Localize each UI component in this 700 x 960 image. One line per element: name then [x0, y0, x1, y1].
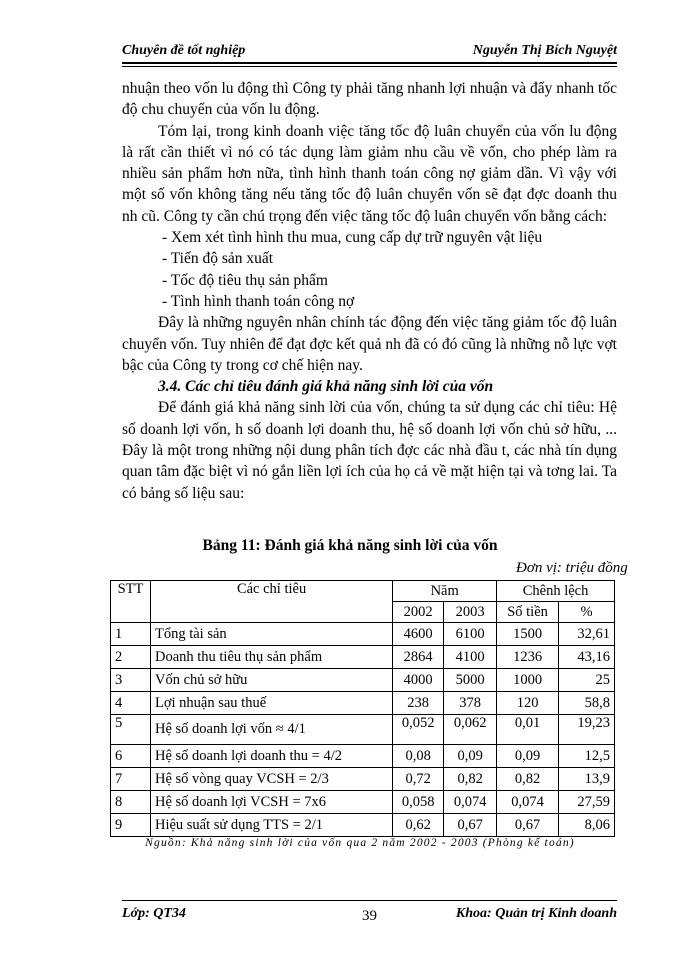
cell-y2003: 0,074 — [444, 791, 497, 814]
cell-y2002: 2864 — [393, 646, 444, 669]
cell-name: Hệ số doanh lợi VCSH = 7x6 — [150, 791, 392, 814]
table-title: Bảng 11: Đánh giá khả năng sinh lời của vốn — [202, 537, 498, 554]
table-row — [111, 669, 615, 692]
header-2002: 2002 — [393, 602, 444, 623]
table-row — [111, 646, 615, 669]
header-indicator: Các chỉ tiêu — [150, 581, 392, 623]
header-author: Nguyễn Thị Bích Nguyệt — [472, 43, 617, 58]
header-diff: Chênh lệch — [497, 581, 615, 602]
cell-name: Hiệu suất sử dụng TTS = 2/1 — [150, 814, 392, 837]
page-footer — [122, 900, 617, 924]
bullet-item: - Tiến độ sản xuất — [162, 250, 274, 268]
header-percent: % — [559, 602, 615, 623]
section-heading: 3.4. Các chỉ tiêu đánh giá khả năng sinh lời của vốn — [158, 378, 494, 396]
cell-amount: 120 — [497, 692, 559, 715]
cell-y2002: 238 — [393, 692, 444, 715]
cell-name: Lợi nhuận sau thuế — [150, 692, 392, 715]
page-header — [122, 40, 617, 64]
header-rule — [122, 62, 617, 64]
cell-y2002: 4600 — [393, 623, 444, 646]
cell-name: Doanh thu tiêu thụ sản phẩm — [150, 646, 392, 669]
table-row — [111, 623, 615, 646]
header-stt: STT — [111, 581, 151, 623]
cell-y2003: 0,09 — [444, 745, 497, 768]
paragraph-1: nhuận theo vốn lu động thì Công ty phải tăng nhanh lợi nhuận và đẩy nhanh tốc độ chu chuyển của vốn lu động. — [122, 80, 617, 119]
header-title: Chuyên đề tốt nghiệp — [122, 43, 246, 58]
cell-percent: 32,61 — [559, 623, 615, 646]
cell-y2003: 378 — [444, 692, 497, 715]
cell-y2002: 0,72 — [393, 768, 444, 791]
footer-rule — [122, 900, 617, 901]
cell-y2003: 0,062 — [444, 715, 497, 745]
cell-stt: 8 — [111, 791, 151, 814]
cell-name: Hệ số vòng quay VCSH = 2/3 — [150, 768, 392, 791]
cell-y2002: 0,08 — [393, 745, 444, 768]
table-row — [111, 692, 615, 715]
footer-faculty: Khoa: Quản trị Kinh doanh — [455, 906, 617, 921]
cell-amount: 1236 — [497, 646, 559, 669]
cell-percent: 8,06 — [559, 814, 615, 837]
cell-y2002: 4000 — [393, 669, 444, 692]
bullet-item: - Tình hình thanh toán công nợ — [162, 292, 355, 310]
header-amount: Số tiền — [497, 602, 559, 623]
cell-amount: 1000 — [497, 669, 559, 692]
cell-name: Vốn chủ sở hữu — [150, 669, 392, 692]
bullet-item: - Xem xét tình hình thu mua, cung cấp dự trữ nguyên vật liệu — [162, 229, 543, 247]
cell-amount: 0,09 — [497, 745, 559, 768]
table-row — [111, 715, 615, 745]
cell-percent: 25 — [559, 669, 615, 692]
cell-stt: 5 — [111, 715, 151, 745]
cell-stt: 3 — [111, 669, 151, 692]
cell-percent: 12,5 — [559, 745, 615, 768]
cell-y2003: 4100 — [444, 646, 497, 669]
cell-amount: 0,67 — [497, 814, 559, 837]
cell-percent: 19,23 — [559, 715, 615, 745]
cell-stt: 2 — [111, 646, 151, 669]
cell-percent: 27,59 — [559, 791, 615, 814]
cell-stt: 1 — [111, 623, 151, 646]
cell-y2003: 5000 — [444, 669, 497, 692]
cell-y2002: 0,058 — [393, 791, 444, 814]
cell-y2003: 0,67 — [444, 814, 497, 837]
header-2003: 2003 — [444, 602, 497, 623]
header-year: Năm — [393, 581, 497, 602]
cell-y2002: 0,052 — [393, 715, 444, 745]
cell-y2002: 0,62 — [393, 814, 444, 837]
cell-stt: 9 — [111, 814, 151, 837]
bullet-item: - Tốc độ tiêu thụ sản phẩm — [162, 271, 328, 289]
body-text — [122, 78, 617, 504]
cell-amount: 1500 — [497, 623, 559, 646]
cell-y2003: 0,82 — [444, 768, 497, 791]
table-row — [111, 768, 615, 791]
cell-percent: 13,9 — [559, 768, 615, 791]
cell-stt: 7 — [111, 768, 151, 791]
cell-stt: 6 — [111, 745, 151, 768]
table-row — [111, 791, 615, 814]
cell-amount: 0,82 — [497, 768, 559, 791]
cell-amount: 0,074 — [497, 791, 559, 814]
cell-amount: 0,01 — [497, 715, 559, 745]
cell-stt: 4 — [111, 692, 151, 715]
cell-y2003: 6100 — [444, 623, 497, 646]
cell-name: Hệ số doanh lợi vốn ≈ 4/1 — [150, 715, 392, 745]
paragraph-3: Đây là những nguyên nhân chính tác động đến việc tăng giảm tốc độ luân chuyển vốn. Tuy nhiên để đạt đợc kết quả nh đã có đó cũng là những nỗ lực vợt bậc của Công ty trong cơ chế hiện nay. — [122, 314, 617, 374]
cell-percent: 43,16 — [559, 646, 615, 669]
cell-name: Hệ số doanh lợi doanh thu = 4/2 — [150, 745, 392, 768]
table-source: Nguồn: Khả năng sinh lời của vốn qua 2 năm 2002 - 2003 (Phòng kế toán) — [145, 837, 575, 849]
paragraph-4: Để đánh giá khả năng sinh lời của vốn, chúng ta sử dụng các chỉ tiêu: Hệ số doanh lợi vốn, h số doanh lợi doanh thu, hệ số doanh lợi vốn chủ sở hữu, ... Đây là một trong những nội dung phân tích đợc các nhà đầu t, các nhà tín dụng quan tâm đặc biệt vì nó gắn liền lợi ích của họ cả về mặt hiện tại và tơng lai. Ta có bảng số liệu sau: — [122, 399, 617, 502]
profitability-table — [110, 580, 615, 837]
table-unit: Đơn vị: triệu đồng — [516, 560, 628, 576]
header-rule-thin — [122, 66, 617, 67]
paragraph-2: Tóm lại, trong kinh doanh việc tăng tốc độ luân chuyển của vốn lu động là rất cần thiết vì nó có tác dụng làm giảm nhu cầu về vốn, cho phép làm ra nhiều sản phẩm hơn nữa, tình hình thanh toán công nợ giảm dần. Vì vậy với một số vốn không tăng nếu tăng tốc độ luân chuyển vốn sẽ đạt đợc doanh thu nh cũ. Công ty cần chú trọng đến việc tăng tốc độ luân chuyển vốn bằng cách: — [122, 122, 617, 225]
page-number: 39 — [362, 908, 377, 924]
table-row — [111, 814, 615, 837]
cell-percent: 58,8 — [559, 692, 615, 715]
table-row — [111, 745, 615, 768]
footer-class: Lớp: QT34 — [122, 906, 186, 921]
cell-name: Tổng tài sản — [150, 623, 392, 646]
